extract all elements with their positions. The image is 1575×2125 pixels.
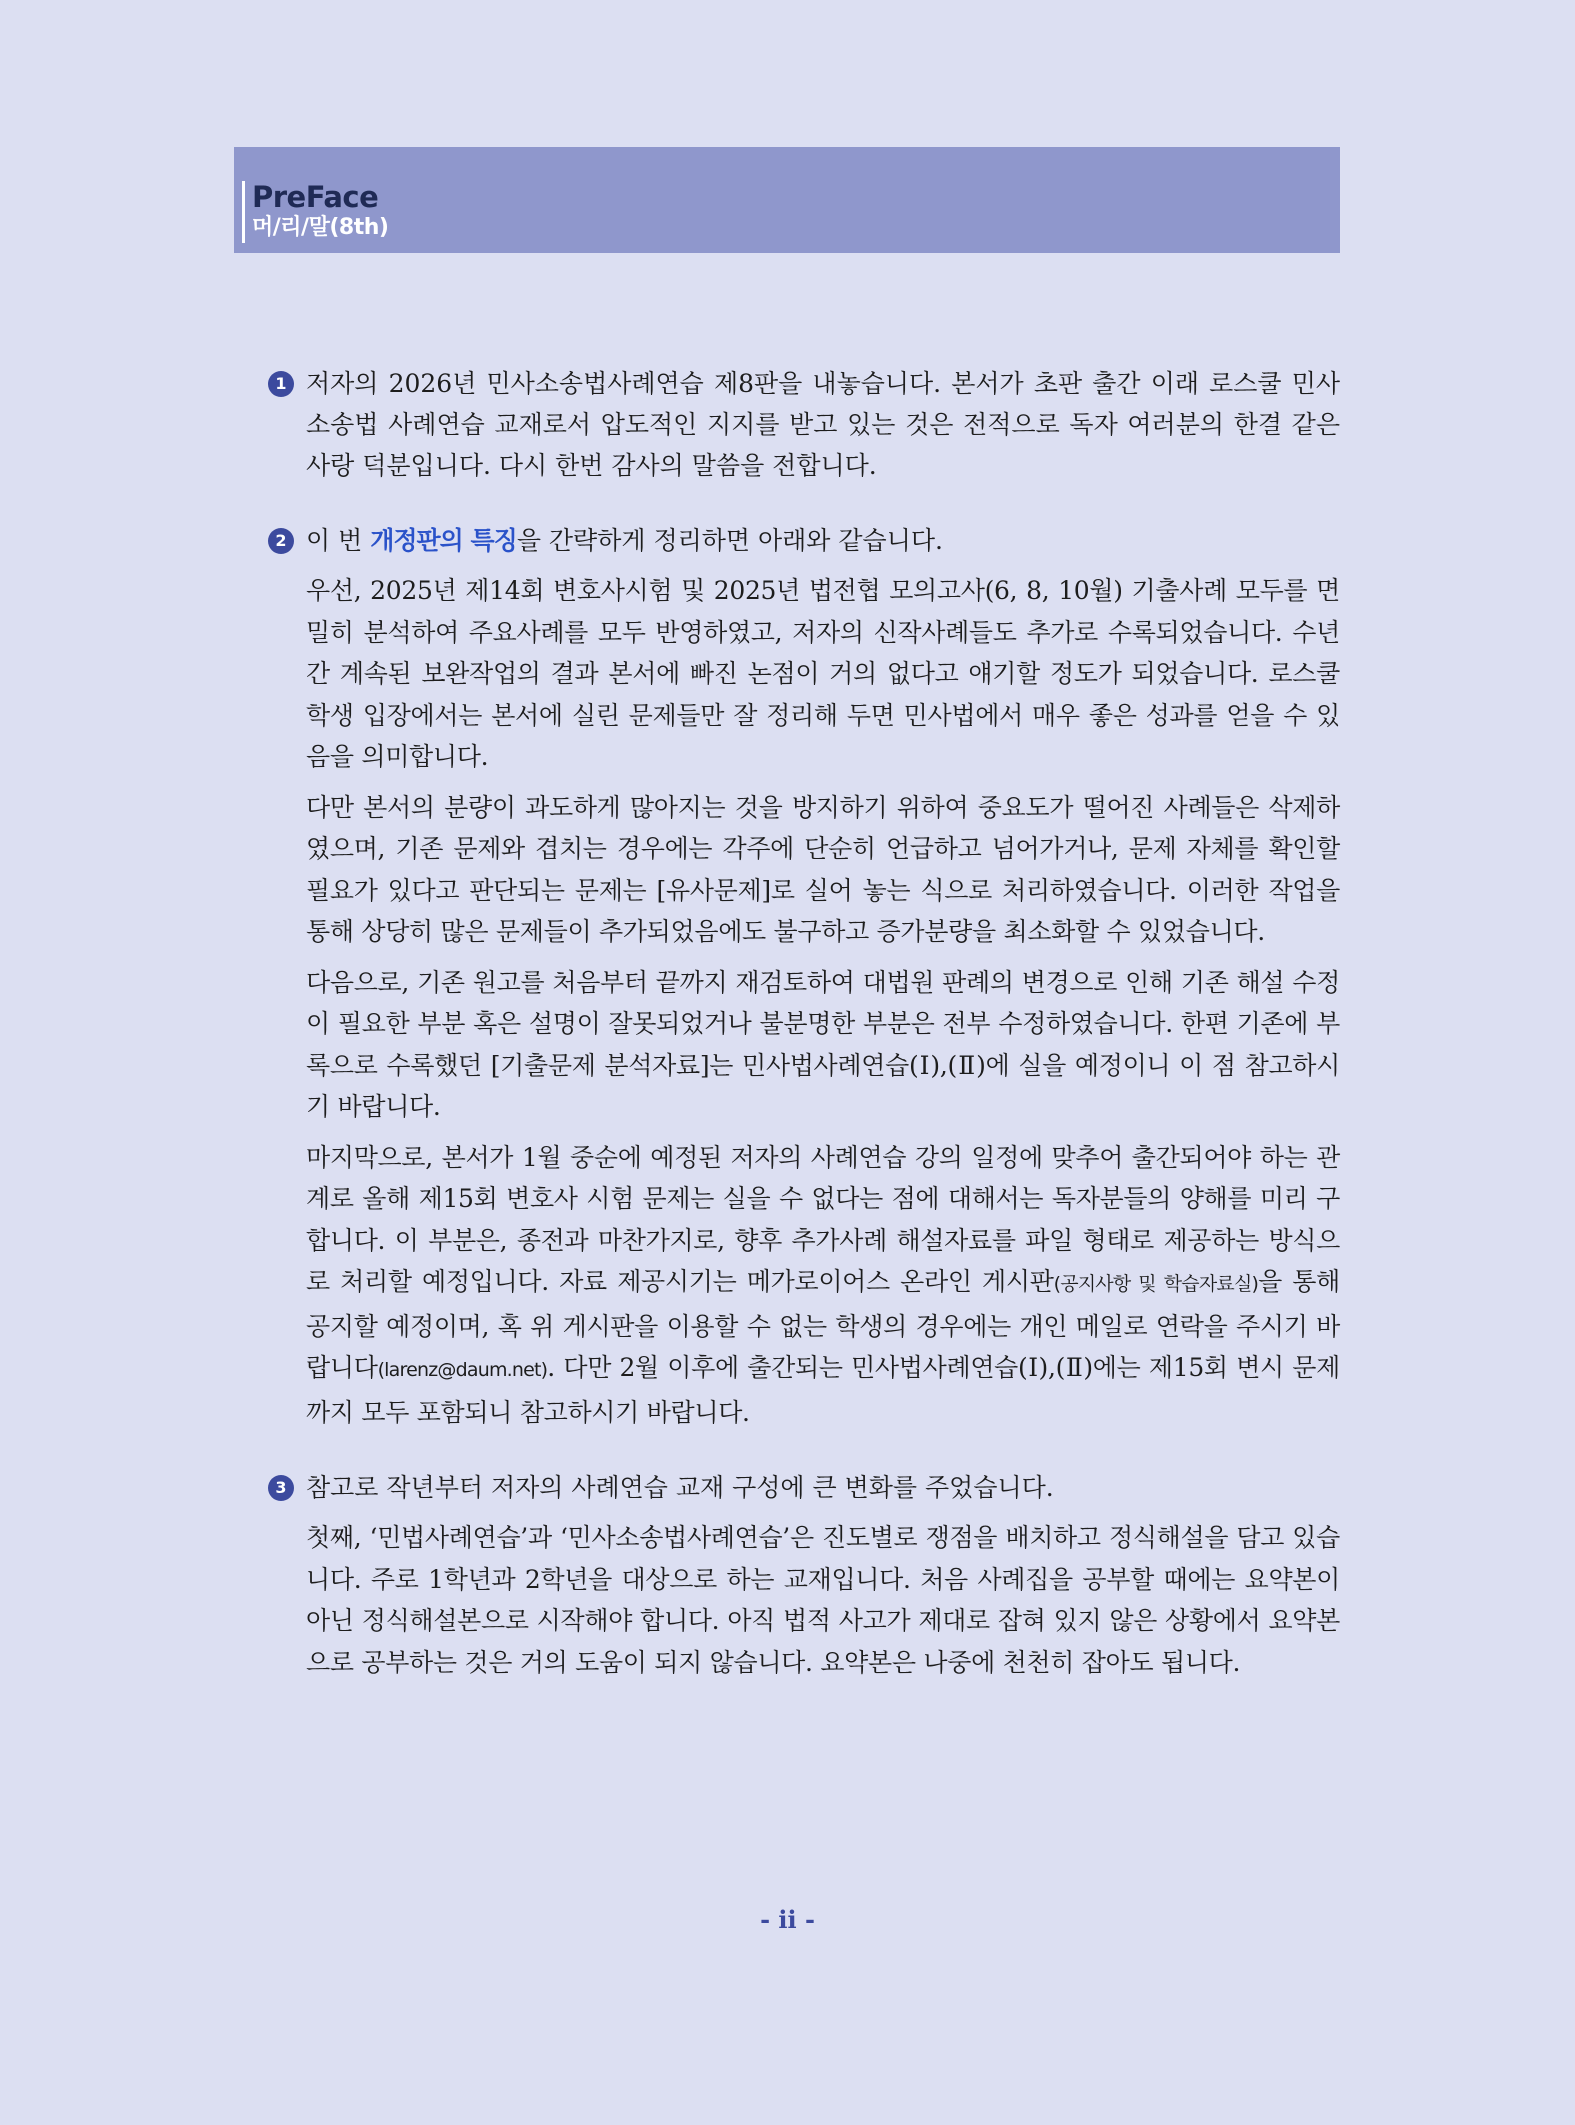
section-2-paragraph-3: 다음으로, 기존 원고를 처음부터 끝까지 재검토하여 대법원 판례의 변경으로 인해 기존 해설 수정이 필요한 부분 혹은 설명이 잘못되었거나 불분명한 부분은 전부 수정하였습니다. 한편 기존에 부록으로 수록했던 [기출문제 분석자료]는 민사법사례연습(Ⅰ),(Ⅱ)에 실을 예정이니 이 점 참고하시기 바랍니다. [306, 967, 1340, 1121]
section-2-heading-highlight: 개정판의 특징 [370, 526, 517, 555]
section-1-number-badge: 1 [268, 371, 294, 397]
section-2-number-badge: 2 [268, 528, 294, 554]
section-1-body: 저자의 2026년 민사소송법사례연습 제8판을 내놓습니다. 본서가 초판 출간 이래 로스쿨 민사소송법 사례연습 교재로서 압도적인 지지를 받고 있는 것은 전적으로 독자 여러분의 한결 같은 사랑 덕분입니다. 다시 한번 감사의 말씀을 전합니다. [306, 369, 1340, 480]
section-1-text [268, 363, 1340, 486]
section-1 [268, 363, 1340, 486]
section-2-paragraph-4-board-note: (공지사항 및 학습자료실) [1053, 1273, 1259, 1295]
section-2-heading-post: 을 간략하게 정리하면 아래와 같습니다. [516, 526, 943, 555]
page-number: - ii - [760, 1905, 815, 1934]
section-2-paragraph-4 [268, 1137, 1340, 1434]
section-3 [268, 1467, 1340, 1683]
section-3-heading [268, 1467, 1340, 1508]
section-2-heading [268, 520, 1340, 561]
header-accent-bar [242, 181, 245, 243]
section-2-paragraph-4-part1: 마지막으로, 본서가 1월 중순에 예정된 저자의 사례연습 강의 일정에 맞추어 출간되어야 하는 관계로 올해 제15회 변호사 시험 문제는 실을 수 없다는 점에 대해서는 독자분들의 양해를 미리 구합니다. 이 부분은, 종전과 마찬가지로, 향후 추가사례 해설자료를 파일 형태로 제공하는 방식으로 처리할 예정입니다. 자료 제공시기는 메가로이어스 온라인 게시판 [306, 1142, 1340, 1296]
section-2-paragraph-4-part2: 을 통해 공지할 예정이며, 혹 위 게시판을 이용할 수 없는 학생의 경우에는 개인 메일로 연락을 주시기 바랍니다 [306, 1267, 1340, 1382]
header-band [234, 147, 1340, 253]
section-2-paragraph-1: 우선, 2025년 제14회 변호사시험 및 2025년 법전협 모의고사(6, 8, 10월) 기출사례 모두를 면밀히 분석하여 주요사례를 모두 반영하였고, 저자의 신작사례들도 추가로 수록되었습니다. 수년 간 계속된 보완작업의 결과 본서에 빠진 논점이 거의 없다고 얘기할 정도가 되었습니다. 로스쿨 학생 입장에서는 본서에 실린 문제들만 잘 정리해 두면 민사법에서 매우 좋은 성과를 얻을 수 있음을 의미합니다. [306, 576, 1340, 771]
section-2-paragraph-2: 다만 본서의 분량이 과도하게 많아지는 것을 방지하기 위하여 중요도가 떨어진 사례들은 삭제하였으며, 기존 문제와 겹치는 경우에는 각주에 단순히 언급하고 넘어가거나, 문제 자체를 확인할 필요가 있다고 판단되는 문제는 [유사문제]로 실어 놓는 식으로 처리하였습니다. 이러한 작업을 통해 상당히 많은 문제들이 추가되었음에도 불구하고 증가분량을 최소화할 수 있었습니다. [306, 792, 1340, 946]
header-title: PreFace [252, 180, 379, 214]
preface-content [268, 363, 1340, 1717]
author-email: (larenz@daum.net) [377, 1359, 548, 1381]
section-3-paragraph-1: 첫째, ‘민법사례연습’과 ‘민사소송법사례연습’은 진도별로 쟁점을 배치하고 정식해설을 담고 있습니다. 주로 1학년과 2학년을 대상으로 하는 교재입니다. 처음 사례집을 공부할 때에는 요약본이 아닌 정식해설본으로 시작해야 합니다. 아직 법적 사고가 제대로 잡혀 있지 않은 상황에서 요약본으로 공부하는 것은 거의 도움이 되지 않습니다. 요약본은 나중에 천천히 잡아도 됩니다. [306, 1523, 1340, 1677]
header-subtitle: 머/리/말(8th) [252, 215, 389, 240]
section-3-number-badge: 3 [268, 1475, 294, 1501]
section-2-paragraph-4-part3: . 다만 2월 이후에 출간되는 민사법사례연습(Ⅰ),(Ⅱ)에는 제15회 변시 문제까지 모두 포함되니 참고하시기 바랍니다. [306, 1353, 1340, 1427]
section-2 [268, 520, 1340, 1433]
section-2-heading-pre: 이 번 [306, 526, 371, 555]
section-3-heading-text: 참고로 작년부터 저자의 사례연습 교재 구성에 큰 변화를 주었습니다. [306, 1473, 1054, 1502]
